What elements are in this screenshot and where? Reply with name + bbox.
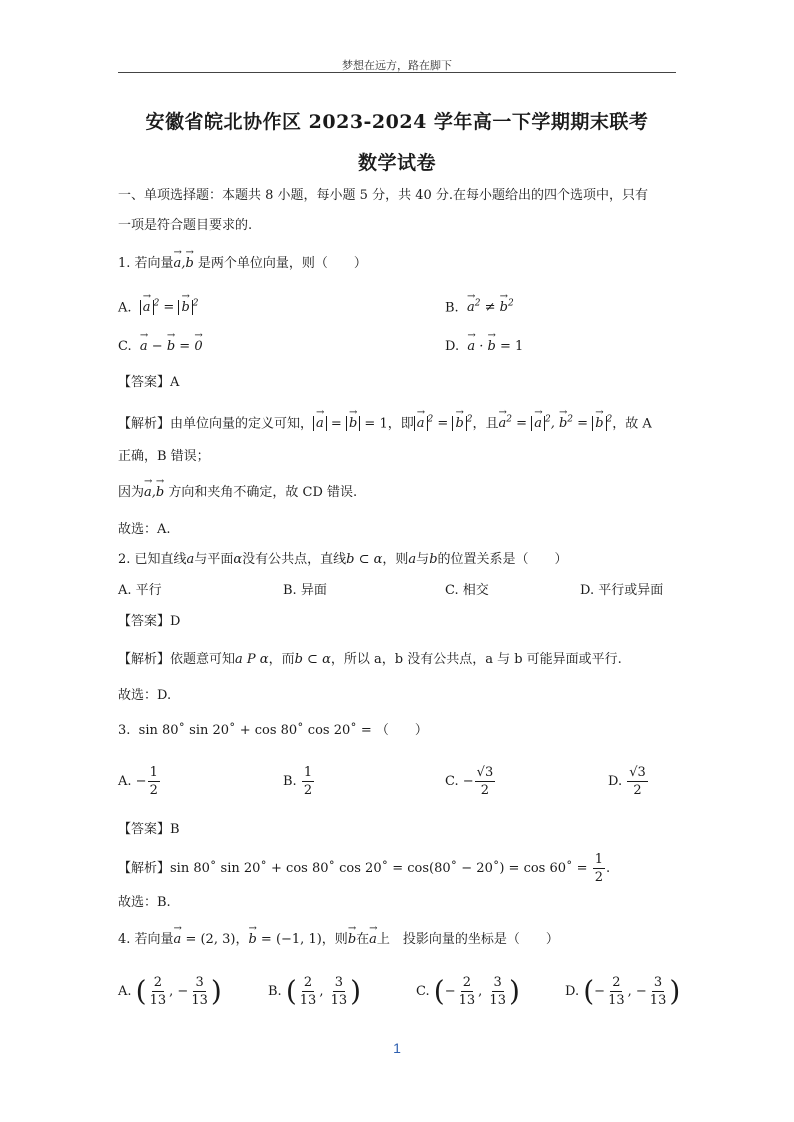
q1-exp-math-4: → a,→ b	[144, 485, 164, 500]
q1-exp-1a: 由单位向量的定义可知，	[170, 416, 314, 432]
q3-option-b: B. $\frac{1}{2}$	[283, 765, 313, 798]
q4-stem-a: 4. 若向量	[118, 932, 174, 947]
q2-stem-b: 与平面	[194, 552, 234, 567]
q1-option-c-label: C.	[118, 339, 132, 354]
q2-stem	[118, 552, 568, 568]
q3-exp-head: 【解析】	[118, 861, 171, 876]
q1-answer: 【答案】A	[118, 375, 180, 390]
q1-exp-3a: 因为	[118, 485, 145, 500]
q1-explanation-line2: 正确，B 错误；	[118, 449, 210, 464]
q2-answer: 【答案】D	[118, 614, 181, 629]
q2-option-d: D. 平行或异面	[580, 583, 664, 598]
q1-option-a	[118, 296, 199, 316]
q1-option-b-label: B.	[445, 300, 459, 316]
q1-exp-1b: ，即	[387, 416, 414, 432]
q2-stem-c: 没有公共点，直线	[242, 552, 347, 567]
q2-exp-a: 依题意可知	[170, 652, 236, 667]
q3-pick: 故选：B.	[118, 895, 171, 910]
q3-stem	[118, 723, 428, 739]
page-number: 1	[393, 1040, 401, 1056]
q1-stem-a: 1. 若向量	[118, 256, 174, 271]
q1-stem	[118, 256, 367, 272]
q4-option-b: B. ( $\frac{2}{13}$ , $\frac{3}{13}$ )	[268, 974, 362, 1008]
q1-exp-1c: ，且	[472, 416, 499, 432]
q3-option-c: C. − $\frac{√3}{2}$	[445, 765, 494, 798]
q2-option-c: C. 相交	[445, 583, 489, 598]
q4-stem	[118, 932, 559, 948]
q1-option-b-math: → $a^2$ ≠ → $b^2$	[467, 300, 514, 315]
q1-option-a-label: A.	[118, 300, 132, 316]
q2-line-a-2: a	[408, 552, 417, 567]
q1-explanation-line1	[118, 412, 652, 432]
q2-plane-alpha: α	[233, 552, 243, 567]
q3-option-d-label: D.	[608, 774, 623, 789]
q4-option-d: D. (− $\frac{2}{13}$ , − $\frac{3}{13}$ )	[565, 974, 681, 1008]
q2-stem-f: 的位置关系是（ ）	[437, 552, 568, 567]
q1-option-c	[118, 339, 203, 355]
exam-title: 安徽省皖北协作区 2023-2024 学年高一下学期期末联考	[145, 111, 649, 133]
q4-option-b-label: B.	[268, 984, 282, 999]
section-intro-line1: 一、单项选择题：本题共 8 小题，每小题 5 分，共 40 分.在每小题给出的四个选项中，只有	[118, 188, 649, 203]
q3-stem-expression: sin 80˚ sin 20˚ + cos 80˚ cos 20˚ =	[138, 723, 372, 738]
q1-option-c-math: → a − → b = → 0	[140, 339, 203, 354]
q3-stem-tail: （ ）	[375, 723, 428, 738]
q1-stem-b: 是两个单位向量，则（ ）	[197, 256, 367, 271]
q3-option-c-label: C.	[445, 774, 459, 789]
q2-exp-math-2: b ⊂ α	[294, 652, 331, 667]
q1-option-d	[445, 339, 523, 355]
q3-answer: 【答案】B	[118, 822, 180, 837]
q1-exp-3b: 方向和夹角不确定，故 CD 错误.	[168, 485, 358, 500]
q1-option-d-math: → a · → b = 1	[467, 339, 523, 354]
q2-stem-e: 与	[416, 552, 430, 567]
q2-option-a: A. 平行	[118, 583, 162, 598]
header-slogan: 梦想在远方，路在脚下	[342, 59, 452, 72]
q4-stem-b: ，	[235, 932, 249, 947]
q2-stem-a: 2. 已知直线	[118, 552, 187, 567]
q4-option-a-label: A.	[118, 984, 132, 999]
q2-line-a: a	[186, 552, 195, 567]
q1-exp-1d: ，故 A	[612, 416, 652, 432]
q2-line-b: b	[429, 552, 438, 567]
q2-explanation	[118, 652, 622, 668]
q1-exp-math-3: → $a^2$ = → a $^2$, → $b^2$ = → b $^2$	[499, 416, 613, 431]
q4-vector-b: → b	[348, 932, 356, 947]
q1-exp-math-2: → a $^2$ = → b $^2$	[414, 416, 473, 431]
exam-subtitle: 数学试卷	[357, 152, 436, 174]
q4-stem-d: 在	[356, 932, 370, 947]
q1-option-d-label: D.	[445, 339, 460, 354]
q1-option-b	[445, 296, 514, 316]
q3-stem-num: 3.	[118, 723, 131, 738]
q3-option-b-label: B.	[283, 774, 297, 789]
q1-option-a-math: → a $^2$ = → b $^2$	[140, 300, 199, 315]
q3-explanation: 【解析】sin 80˚ sin 20˚ + cos 80˚ cos 20˚ = cos(80˚ − 20˚) = cos 60˚ = $\frac{1}{2}$ .	[118, 852, 611, 885]
q4-option-d-label: D.	[565, 984, 580, 999]
q2-exp-head: 【解析】	[118, 652, 171, 667]
q1-exp-head: 【解析】	[118, 416, 171, 432]
q4-stem-e: 上 投影向量的坐标是（ ）	[376, 932, 559, 947]
q2-option-b: B. 异面	[283, 583, 327, 598]
q3-option-d: D. $\frac{√3}{2}$	[608, 765, 646, 798]
q2-b-subset-alpha: b ⊂ α	[346, 552, 383, 567]
q2-pick: 故选：D.	[118, 688, 172, 703]
q3-exp-expression: sin 80˚ sin 20˚ + cos 80˚ cos 20˚ = cos(80˚ − 20˚) = cos 60˚ =	[170, 861, 592, 876]
q2-exp-math-1: a P α	[235, 652, 269, 667]
q4-stem-c: ，则	[321, 932, 348, 947]
section-intro-line2: 一项是符合题目要求的.	[118, 218, 253, 233]
q2-exp-b: ，而	[268, 652, 295, 667]
q4-vector-a: → a	[369, 932, 377, 947]
q4-option-c-label: C.	[416, 984, 430, 999]
q4-option-a: A. ( $\frac{2}{13}$ , − $\frac{3}{13}$ )	[118, 974, 222, 1008]
q3-option-a-label: A.	[118, 774, 132, 789]
q4-vector-b-def: → b = (−1, 1)	[248, 932, 321, 947]
q3-option-a: A. − $\frac{1}{2}$	[118, 765, 158, 798]
q1-pick: 故选：A.	[118, 522, 171, 537]
q1-explanation-line3	[118, 485, 357, 501]
q2-stem-d: ，则	[382, 552, 409, 567]
header-rule	[118, 72, 676, 73]
q4-option-c: C. (− $\frac{2}{13}$ , $\frac{3}{13}$ )	[416, 974, 520, 1008]
q1-vectors: → a,→ b	[174, 256, 194, 271]
q1-exp-math-1: → a = → b = 1	[313, 416, 388, 431]
q2-exp-c: ，所以 a，b 没有公共点，a 与 b 可能异面或平行.	[330, 652, 622, 667]
q4-vector-a-def: → a = (2, 3)	[174, 932, 236, 947]
